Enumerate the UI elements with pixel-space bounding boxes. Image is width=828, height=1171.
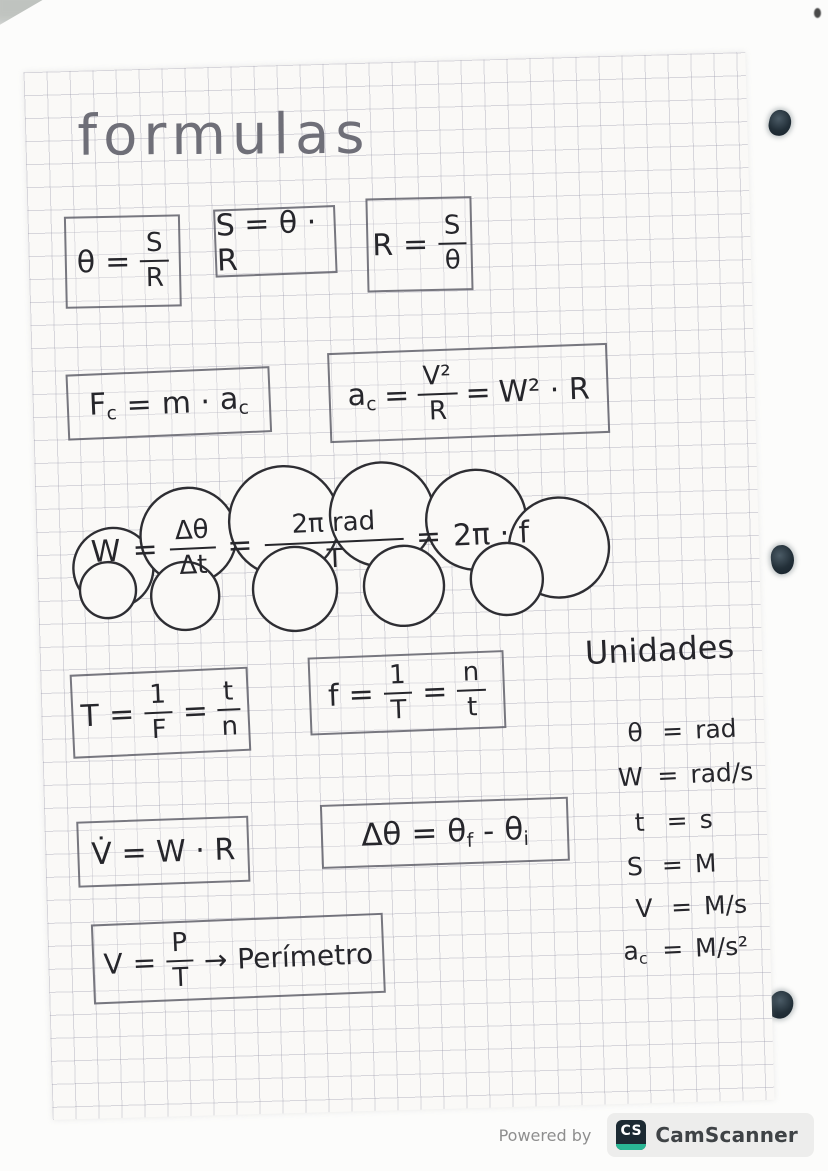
fraction-numerator: Δθ (168, 516, 215, 550)
theta-initial: $\theta_i$ (503, 810, 530, 850)
equals-sign: = (132, 945, 157, 980)
page-title: formulas (77, 101, 371, 169)
equals-sign: = (131, 532, 159, 569)
fraction-numerator: S (437, 212, 466, 245)
equals-sign: = (661, 849, 684, 880)
units-heading: Unidades (584, 627, 735, 673)
unit-symbol: θ (626, 717, 644, 748)
formula-velocity-perimeter (91, 913, 386, 1005)
fraction-denominator: R (428, 395, 448, 427)
formula-tangential-velocity (76, 816, 250, 888)
equals-sign: = (661, 716, 684, 746)
formula-radius (365, 196, 473, 292)
formula-lhs: $F_c$ (88, 387, 118, 425)
equals-sign: = (226, 528, 254, 565)
formula-centripetal-acceleration (327, 343, 610, 443)
equals-sign: = (670, 891, 693, 922)
fraction-denominator: T (326, 543, 344, 575)
formula-frequency (308, 650, 507, 735)
fraction-numerator: t (216, 678, 240, 711)
fraction-denominator: Δt (178, 549, 208, 581)
fraction-numerator: n (456, 659, 486, 692)
fraction (140, 229, 170, 292)
equals-sign: = (181, 693, 209, 730)
formula-note: Perímetro (236, 936, 374, 976)
equals-sign: = (666, 805, 689, 836)
scan-speck (814, 8, 821, 18)
subscript: c (106, 403, 118, 425)
unit-value: M/s² (694, 931, 749, 963)
fraction (168, 516, 216, 581)
arrow-icon: → (203, 942, 228, 977)
formula-lhs: θ (76, 244, 96, 281)
formula-delta-theta (320, 797, 570, 869)
formula-centripetal-force (66, 366, 273, 440)
subscript: f (466, 828, 474, 852)
fraction (263, 507, 405, 577)
unit-value: rad (694, 713, 738, 745)
unit-symbol: W (617, 762, 644, 793)
unit-row (628, 889, 747, 923)
formula-rhs: W² · R (497, 371, 591, 410)
formula-lhs: V (102, 946, 124, 981)
fraction-numerator: 1 (143, 681, 173, 715)
unit-value: rad/s (689, 756, 754, 789)
unit-row (620, 714, 738, 748)
minus-sign: - (482, 813, 495, 850)
unit-symbol: S (626, 851, 644, 882)
camscanner-badge (607, 1113, 814, 1157)
formula-lhs: W (90, 534, 122, 571)
equals-sign: = (661, 934, 684, 965)
formula-rhs: $a_c$ (219, 381, 250, 420)
fraction-numerator: 2π rad (263, 507, 404, 547)
equals-sign: = (383, 377, 410, 414)
equals-sign: = (415, 519, 442, 556)
fraction (383, 661, 414, 725)
formula-lhs: R (371, 227, 394, 263)
equals-sign: = (464, 374, 492, 411)
formula-lhs: f (327, 677, 340, 714)
fraction (437, 212, 467, 275)
fraction (456, 656, 487, 723)
formula-lhs: Δθ (360, 816, 403, 854)
fraction (143, 681, 174, 745)
equals-sign: = (421, 673, 449, 710)
fraction-denominator: T (390, 694, 408, 726)
camscanner-brand-label: CamScanner (655, 1123, 798, 1147)
unit-value: M/s (703, 889, 748, 921)
subscript: c (365, 394, 377, 416)
equals-sign: = (125, 386, 153, 423)
hole-punch-icon (767, 108, 794, 138)
formula-arc-length (213, 205, 338, 278)
fraction-denominator: T (172, 962, 190, 994)
fraction (416, 362, 458, 426)
formula-lhs: $a_c$ (346, 377, 377, 416)
formula-lhs: T (80, 698, 100, 734)
subscript: c (238, 397, 250, 420)
unit-value: s (698, 804, 714, 835)
theta-final: $\theta_f$ (446, 812, 474, 852)
graph-paper-sheet (24, 52, 775, 1120)
fraction (216, 678, 241, 742)
hole-punch-icon (769, 544, 796, 576)
unit-row (619, 848, 717, 881)
fraction-denominator: t (466, 692, 478, 723)
equals-sign: = (104, 243, 131, 280)
fraction-denominator: R (145, 262, 165, 294)
formula-mid: m · (160, 384, 211, 422)
equals-sign: = (402, 226, 429, 263)
unit-symbol: t (634, 807, 646, 838)
unit-row (620, 931, 749, 968)
camscanner-watermark (499, 1112, 814, 1158)
unit-symbol: $a_c$ (622, 936, 648, 968)
subscript: c (638, 949, 648, 968)
fraction-denominator: n (220, 711, 239, 742)
fraction-numerator: P (165, 929, 194, 962)
unit-value: M (694, 848, 718, 879)
unit-row (615, 757, 754, 792)
fraction (165, 929, 195, 993)
subscript: i (523, 826, 530, 850)
unit-symbol: V (634, 893, 654, 924)
fraction-denominator: F (151, 714, 168, 746)
camscanner-logo-icon: CS (616, 1120, 646, 1150)
fraction-denominator: θ (444, 245, 462, 276)
equals-sign: = (410, 815, 438, 852)
fraction-numerator: S (140, 229, 169, 262)
cloud-highlight (48, 443, 637, 655)
fraction-numerator: 1 (383, 661, 413, 694)
formula-period (70, 667, 252, 759)
powered-by-label: Powered by (498, 1125, 592, 1145)
equals-sign: = (347, 676, 375, 713)
formula-text: V̇ = W · R (90, 831, 236, 872)
formula-theta (64, 214, 182, 308)
unit-row (624, 805, 713, 838)
formula-text: S = θ · R (215, 204, 317, 279)
formula-rhs: 2π · f (452, 515, 531, 554)
fraction-numerator: V² (416, 362, 457, 396)
equals-sign: = (108, 696, 136, 733)
scan-corner-smudge (0, 0, 70, 28)
equals-sign: = (656, 760, 679, 791)
